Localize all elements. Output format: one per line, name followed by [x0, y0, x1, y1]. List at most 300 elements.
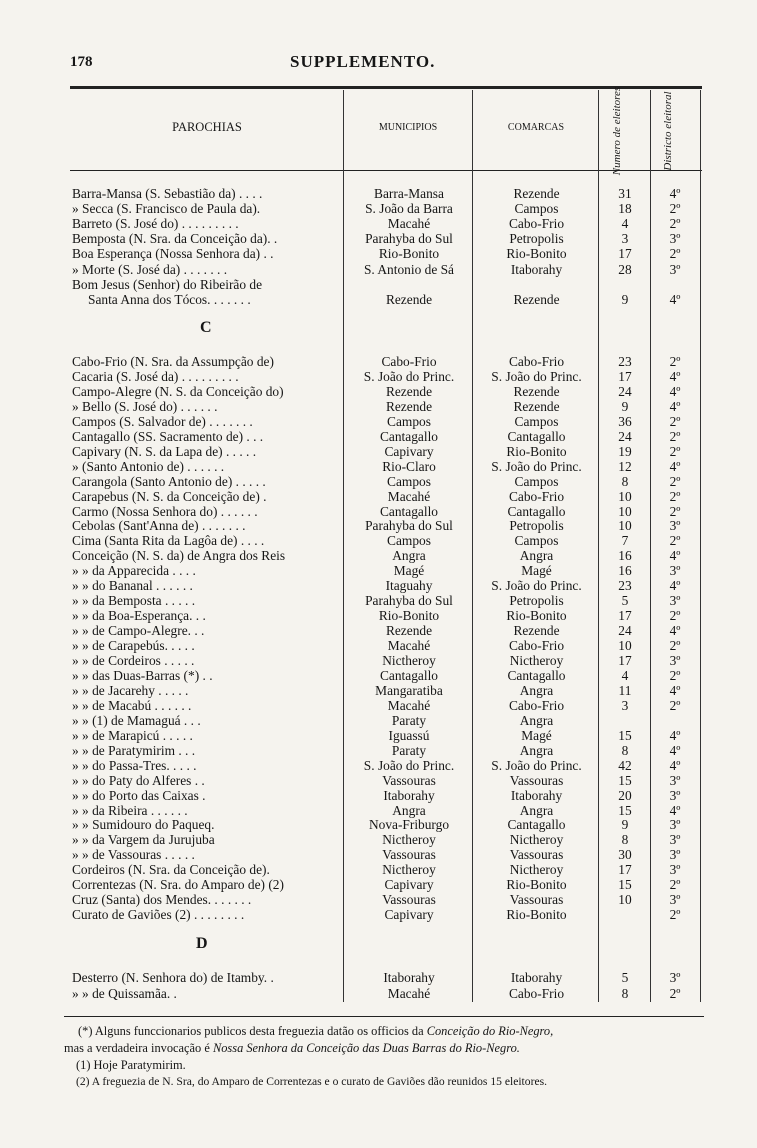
- table-row: [0, 429, 757, 444]
- table-row: [0, 743, 757, 758]
- cell-voters: 15: [618, 877, 632, 893]
- cell-voters: 16: [618, 563, 632, 579]
- table-row: [0, 907, 757, 922]
- cell-parish: Santa Anna dos Tócos. . . . . . .: [88, 291, 251, 307]
- cell-district-court: Rezende: [513, 291, 560, 307]
- cell-district: 2º: [669, 533, 681, 549]
- table-row: [0, 384, 757, 399]
- footnote-two: (2) A freguezia de N. Sra, do Amparo de Correntezas e o curato de Gaviões dão reunidos 15 eleitores.: [76, 1075, 547, 1088]
- cell-district-court: Campos: [514, 473, 559, 489]
- cell-voters: 23: [618, 354, 632, 369]
- cell-district-court: Nictheroy: [509, 653, 564, 668]
- cell-district: 2º: [669, 428, 681, 444]
- table-row: [0, 986, 757, 1001]
- table-row: [0, 444, 757, 459]
- cell-district: 3º: [669, 563, 681, 579]
- cell-municipality: Macahé: [387, 985, 431, 1001]
- cell-voters: 31: [618, 186, 632, 201]
- page-number: 178: [70, 54, 93, 70]
- cell-voters: 15: [618, 727, 632, 743]
- cell-district: 2º: [669, 667, 681, 683]
- cell-district-court: Petropolis: [509, 518, 564, 534]
- cell-parish: Campos (S. Salvador de) . . . . . . .: [72, 413, 253, 429]
- table-row: [0, 277, 757, 292]
- cell-municipality: Angra: [392, 548, 426, 564]
- section-letter-d: D: [196, 935, 208, 952]
- cell-district-court: Itaborahy: [510, 970, 563, 985]
- cell-parish: » Bello (S. José do) . . . . . .: [72, 398, 218, 414]
- cell-district-court: S. João do Princ.: [491, 757, 582, 773]
- cell-municipality: Campos: [387, 413, 431, 429]
- footnote-star-line1: [78, 1024, 718, 1039]
- table-row: [0, 683, 757, 698]
- table-row: [0, 847, 757, 862]
- cell-municipality: Parahyba do Sul: [365, 518, 453, 534]
- cell-voters: 4: [621, 216, 629, 232]
- cell-district: 4º: [669, 548, 681, 564]
- cell-district-court: Magé: [521, 727, 552, 743]
- table-row: [0, 668, 757, 683]
- cell-parish: » Secca (S. Francisco de Paula da).: [72, 201, 261, 217]
- cell-municipality: Capivary: [384, 877, 434, 893]
- cell-district: 2º: [669, 443, 681, 459]
- cell-municipality: S. João do Princ.: [363, 757, 455, 773]
- cell-municipality: Vassouras: [382, 772, 436, 788]
- cell-voters: 10: [618, 488, 632, 504]
- cell-district: 2º: [669, 907, 681, 923]
- table-row: [0, 518, 757, 533]
- cell-municipality: Barra-Mansa: [374, 186, 444, 201]
- table-row: [0, 414, 757, 429]
- cell-district-court: Cabo-Frio: [508, 354, 565, 369]
- cell-district-court: Angra: [519, 548, 554, 564]
- cell-district: 3º: [669, 231, 681, 247]
- cell-parish: » » de Marapicú . . . . .: [72, 727, 193, 743]
- table-row: [0, 832, 757, 847]
- cell-district-court: Cabo-Frio: [508, 216, 565, 232]
- table-row: [0, 533, 757, 548]
- cell-district: 2º: [669, 503, 681, 519]
- cell-district-court: Campos: [514, 201, 559, 217]
- cell-voters: 15: [618, 802, 632, 818]
- table-row: [0, 201, 757, 216]
- cell-voters: 17: [618, 862, 632, 878]
- cell-parish: Carangola (Santo Antonio de) . . . . .: [72, 473, 266, 489]
- header-rule: [70, 86, 702, 89]
- table-row: [0, 489, 757, 504]
- table-row: [0, 292, 757, 307]
- cell-district: 3º: [669, 787, 681, 803]
- cell-municipality: Nictheroy: [382, 832, 436, 848]
- cell-municipality: Rio-Claro: [382, 458, 436, 474]
- cell-municipality: Parahyba do Sul: [365, 231, 453, 247]
- table-row: [0, 459, 757, 474]
- table-row: [0, 803, 757, 818]
- cell-district: 4º: [669, 398, 681, 414]
- cell-parish: » » do Porto das Caixas .: [72, 787, 206, 803]
- cell-voters: 24: [618, 428, 632, 444]
- section-letter-c: C: [200, 319, 212, 336]
- cell-parish: » » das Duas-Barras (*) . .: [72, 667, 213, 683]
- table-row: [0, 563, 757, 578]
- cell-district: 3º: [669, 518, 681, 534]
- cell-district: 4º: [669, 383, 681, 399]
- cell-district-court: S. João do Princ.: [491, 578, 582, 594]
- footnote-star-italic: Conceição do Rio-Negro,: [426, 1024, 554, 1038]
- cell-district-court: Petropolis: [509, 593, 564, 609]
- table-row: [0, 623, 757, 638]
- cell-parish: » » da Bemposta . . . . .: [72, 593, 196, 609]
- cell-district-court: Cantagallo: [507, 428, 566, 444]
- cell-municipality: Magé: [393, 563, 425, 579]
- cell-district-court: Rio-Bonito: [506, 907, 567, 923]
- table-row: [0, 892, 757, 907]
- cell-voters: 18: [618, 201, 632, 217]
- cell-voters: 30: [618, 847, 632, 863]
- cell-district-court: Campos: [514, 533, 559, 549]
- cell-district: 3º: [669, 970, 681, 985]
- cell-voters: 23: [618, 578, 632, 594]
- cell-voters: 15: [618, 772, 632, 788]
- cell-district: 2º: [669, 216, 681, 232]
- cell-district: 4º: [669, 742, 681, 758]
- table-row: [0, 638, 757, 653]
- cell-parish: Cabo-Frio (N. Sra. da Assumpção de): [72, 354, 274, 369]
- page-title: SUPPLEMENTO.: [290, 52, 436, 71]
- cell-parish: » » de Vassouras . . . . .: [72, 847, 195, 863]
- cell-parish: Cacaria (S. José da) . . . . . . . . .: [72, 368, 239, 384]
- cell-voters: 9: [621, 817, 629, 833]
- cell-district: 3º: [669, 847, 681, 863]
- cell-municipality: Rezende: [385, 398, 433, 414]
- cell-voters: 8: [621, 832, 629, 848]
- cell-district-court: Cantagallo: [507, 503, 566, 519]
- table-row: [0, 862, 757, 877]
- table-row: [0, 698, 757, 713]
- cell-parish: Bom Jesus (Senhor) do Ribeirão de: [72, 276, 263, 292]
- cell-voters: 42: [618, 757, 632, 773]
- cell-parish: » » Sumidouro do Paqueq.: [72, 817, 215, 833]
- cell-municipality: Capivary: [384, 443, 434, 459]
- cell-district: 3º: [669, 261, 681, 277]
- cell-parish: Carmo (Nossa Senhora do) . . . . . .: [72, 503, 258, 519]
- cell-district: 3º: [669, 593, 681, 609]
- cell-district-court: Rio-Bonito: [506, 608, 567, 624]
- cell-municipality: Capivary: [384, 907, 434, 923]
- cell-parish: » » da Ribeira . . . . . .: [72, 802, 188, 818]
- cell-parish: Curato de Gaviões (2) . . . . . . . .: [72, 907, 245, 923]
- cell-district-court: Vassouras: [509, 892, 564, 908]
- table-row: [0, 970, 757, 985]
- cell-district-court: Nictheroy: [509, 832, 564, 848]
- cell-parish: » » de Cordeiros . . . . .: [72, 653, 195, 668]
- cell-district-court: S. João do Princ.: [491, 368, 582, 384]
- cell-district: 2º: [669, 413, 681, 429]
- cell-parish: » » da Boa-Esperança. . .: [72, 608, 206, 624]
- cell-parish: Campo-Alegre (N. S. da Conceição do): [72, 383, 284, 399]
- table-row: [0, 653, 757, 668]
- cell-municipality: Rezende: [385, 291, 433, 307]
- cell-municipality: Vassouras: [382, 847, 436, 863]
- cell-district: 4º: [669, 623, 681, 639]
- table-row: [0, 262, 757, 277]
- footnote-one: (1) Hoje Paratymirim.: [76, 1058, 186, 1072]
- cell-district-court: Rio-Bonito: [506, 877, 567, 893]
- cell-parish: » » de Campo-Alegre. . .: [72, 623, 205, 639]
- cell-district-court: Cantagallo: [507, 817, 566, 833]
- cell-district-court: Rezende: [513, 398, 560, 414]
- table-row: [0, 399, 757, 414]
- column-header-district-court: COMARCAS: [507, 122, 565, 133]
- cell-district: 2º: [669, 201, 681, 217]
- cell-municipality: Macahé: [387, 697, 431, 713]
- cell-parish: » » de Quissamãa. .: [72, 985, 177, 1001]
- cell-parish: Capivary (N. S. da Lapa de) . . . . .: [72, 443, 257, 459]
- cell-voters: 17: [618, 608, 632, 624]
- cell-parish: Desterro (N. Senhora do) de Itamby. .: [72, 970, 274, 985]
- cell-district-court: Vassouras: [509, 847, 564, 863]
- cell-municipality: Paraty: [391, 742, 427, 758]
- cell-municipality: Itaborahy: [383, 970, 435, 985]
- cell-district-court: Magé: [521, 563, 552, 579]
- cell-district: 4º: [669, 291, 681, 307]
- footnote-star-italic2: Nossa Senhora da Conceição das Duas Barras do Rio-Negro.: [212, 1041, 520, 1055]
- cell-municipality: Vassouras: [382, 892, 436, 908]
- cell-voters: 3: [621, 231, 629, 247]
- cell-parish: » (Santo Antonio de) . . . . . .: [72, 458, 225, 474]
- table-row: [0, 713, 757, 728]
- cell-municipality: Macahé: [387, 488, 431, 504]
- cell-voters: 3: [621, 697, 629, 713]
- cell-municipality: Cantagallo: [379, 667, 438, 683]
- cell-parish: » Morte (S. José da) . . . . . . .: [72, 261, 228, 277]
- cell-voters: 8: [621, 985, 629, 1001]
- cell-municipality: S. João da Barra: [365, 201, 453, 217]
- cell-parish: Cebolas (Sant'Anna de) . . . . . . .: [72, 518, 246, 534]
- cell-parish: Cruz (Santa) dos Mendes. . . . . . .: [72, 892, 252, 908]
- cell-district: 4º: [669, 727, 681, 743]
- cell-parish: Barreto (S. José do) . . . . . . . . .: [72, 216, 239, 232]
- cell-parish: » » (1) de Mamaguá . . .: [72, 712, 201, 728]
- cell-voters: 24: [618, 383, 632, 399]
- cell-parish: » » de Carapebús. . . . .: [72, 638, 195, 654]
- cell-municipality: Campos: [387, 533, 431, 549]
- cell-municipality: Macahé: [387, 638, 431, 654]
- cell-parish: Cima (Santa Rita da Lagôa de) . . . .: [72, 533, 265, 549]
- cell-municipality: Nictheroy: [382, 653, 436, 668]
- cell-district: 2º: [669, 877, 681, 893]
- cell-district-court: Nictheroy: [509, 862, 564, 878]
- cell-parish: Correntezas (N. Sra. do Amparo de) (2): [72, 877, 284, 893]
- cell-municipality: Rezende: [385, 623, 433, 639]
- cell-district: 3º: [669, 832, 681, 848]
- cell-district: 4º: [669, 578, 681, 594]
- table-row: [0, 504, 757, 519]
- column-header-voters: Numero de eleitores: [611, 86, 623, 176]
- cell-district-court: Cabo-Frio: [508, 985, 565, 1001]
- cell-district-court: Itaborahy: [510, 787, 563, 803]
- cell-voters: 10: [618, 892, 632, 908]
- cell-municipality: Itaborahy: [383, 787, 435, 803]
- cell-voters: 10: [618, 503, 632, 519]
- cell-district: 2º: [669, 697, 681, 713]
- cell-parish: Barra-Mansa (S. Sebastião da) . . . .: [72, 186, 263, 201]
- table-row: [0, 474, 757, 489]
- cell-parish: Bemposta (N. Sra. da Conceição da). .: [72, 231, 278, 247]
- cell-district-court: Vassouras: [509, 772, 564, 788]
- footnote-star-line2: [64, 1041, 704, 1056]
- cell-municipality: Cantagallo: [379, 428, 438, 444]
- cell-municipality: Cantagallo: [379, 503, 438, 519]
- cell-voters: 9: [621, 291, 629, 307]
- column-header-district: Districto eleitoral: [662, 91, 674, 171]
- cell-municipality: Parahyba do Sul: [365, 593, 453, 609]
- cell-parish: Conceição (N. S. da) de Angra dos Reis: [72, 548, 286, 564]
- cell-voters: 20: [618, 787, 632, 803]
- table-row: [0, 608, 757, 623]
- cell-municipality: Angra: [392, 802, 426, 818]
- cell-district: 3º: [669, 772, 681, 788]
- cell-district-court: Angra: [519, 682, 554, 698]
- cell-voters: 7: [621, 533, 629, 549]
- cell-voters: 28: [618, 261, 632, 277]
- cell-municipality: S. Antonio de Sá: [363, 261, 455, 277]
- cell-district-court: Angra: [519, 712, 554, 728]
- cell-district-court: Cabo-Frio: [508, 488, 565, 504]
- column-header-parish: PAROCHIAS: [172, 120, 242, 134]
- footnote-rule: [64, 1016, 704, 1017]
- table-row: [0, 578, 757, 593]
- cell-municipality: Rio-Bonito: [378, 608, 440, 624]
- cell-district-court: Rezende: [513, 383, 560, 399]
- cell-parish: » » do Paty do Alferes . .: [72, 772, 205, 788]
- table-row: [0, 548, 757, 563]
- cell-voters: 17: [618, 653, 632, 668]
- cell-district-court: Angra: [519, 802, 554, 818]
- column-header-municipality: MUNICIPIOS: [378, 122, 438, 133]
- cell-voters: 5: [621, 970, 629, 985]
- cell-district: 4º: [669, 368, 681, 384]
- cell-municipality: Campos: [387, 473, 431, 489]
- footnote-star-text: (*) Alguns funccionarios publicos desta freguezia datão os officios da: [78, 1024, 424, 1038]
- cell-parish: » » da Vargem da Jurujuba: [72, 832, 215, 848]
- cell-district-court: S. João do Princ.: [491, 458, 582, 474]
- cell-district: 4º: [669, 802, 681, 818]
- table-row: [0, 216, 757, 231]
- cell-municipality: Nova-Friburgo: [368, 817, 450, 833]
- cell-district: 2º: [669, 473, 681, 489]
- cell-parish: » » do Bananal . . . . . .: [72, 578, 193, 594]
- cell-district: 3º: [669, 817, 681, 833]
- cell-voters: 9: [621, 398, 629, 414]
- cell-voters: 19: [618, 443, 632, 459]
- cell-parish: Cantagallo (SS. Sacramento de) . . .: [72, 428, 264, 444]
- cell-district-court: Itaborahy: [510, 261, 563, 277]
- cell-district-court: Rezende: [513, 186, 560, 201]
- cell-district: 3º: [669, 862, 681, 878]
- cell-parish: » » de Macabú . . . . . .: [72, 697, 192, 713]
- cell-municipality: Rio-Bonito: [378, 246, 440, 262]
- cell-voters: 8: [621, 742, 629, 758]
- cell-district-court: Rio-Bonito: [506, 443, 567, 459]
- cell-municipality: Iguassú: [388, 727, 430, 743]
- table-row: [0, 369, 757, 384]
- cell-municipality: Nictheroy: [382, 862, 436, 878]
- cell-voters: 8: [621, 473, 629, 489]
- cell-voters: 16: [618, 548, 632, 564]
- cell-parish: » » do Passa-Tres. . . . .: [72, 757, 197, 773]
- cell-parish: Boa Esperança (Nossa Senhora da) . .: [72, 246, 274, 262]
- table-row: [0, 773, 757, 788]
- cell-parish: » » de Jacarehy . . . . .: [72, 682, 189, 698]
- cell-voters: 17: [618, 246, 632, 262]
- cell-district: 4º: [669, 682, 681, 698]
- cell-voters: 12: [618, 458, 632, 474]
- cell-voters: 4: [621, 667, 629, 683]
- cell-parish: Carapebus (N. S. da Conceição de) .: [72, 488, 267, 504]
- cell-parish: » » da Apparecida . . . .: [72, 563, 196, 579]
- cell-voters: 5: [621, 593, 629, 609]
- table-header-rule: [70, 170, 702, 171]
- cell-district-court: Cabo-Frio: [508, 638, 565, 654]
- cell-voters: 17: [618, 368, 632, 384]
- cell-district: 2º: [669, 638, 681, 654]
- cell-municipality: Mangaratiba: [375, 682, 443, 698]
- cell-district-court: Cantagallo: [507, 667, 566, 683]
- table-row: [0, 728, 757, 743]
- cell-municipality: Rezende: [385, 383, 433, 399]
- cell-district: 2º: [669, 354, 681, 369]
- cell-district-court: Petropolis: [509, 231, 564, 247]
- table-row: [0, 817, 757, 832]
- cell-district-court: Angra: [519, 742, 554, 758]
- cell-voters: 24: [618, 623, 632, 639]
- cell-municipality: Paraty: [391, 712, 427, 728]
- cell-district: 2º: [669, 488, 681, 504]
- footnote-star-text2: mas a verdadeira invocação é: [64, 1041, 210, 1055]
- table-row: [0, 354, 757, 369]
- cell-district: 4º: [669, 186, 681, 201]
- cell-municipality: Cabo-Frio: [381, 354, 437, 369]
- cell-parish: » » de Paratymirim . . .: [72, 742, 196, 758]
- cell-parish: Cordeiros (N. Sra. da Conceição de).: [72, 862, 270, 878]
- cell-district: 4º: [669, 458, 681, 474]
- cell-municipality: Itaguahy: [385, 578, 433, 594]
- table-row: [0, 788, 757, 803]
- cell-district: 3º: [669, 892, 681, 908]
- cell-district: 3º: [669, 653, 681, 668]
- table-row: [0, 877, 757, 892]
- cell-district-court: Campos: [514, 413, 559, 429]
- cell-voters: 10: [618, 518, 632, 534]
- cell-district: 2º: [669, 608, 681, 624]
- table-row: [0, 593, 757, 608]
- cell-voters: 11: [618, 682, 632, 698]
- cell-district: 2º: [669, 985, 681, 1001]
- cell-district-court: Rezende: [513, 623, 560, 639]
- cell-voters: 36: [618, 413, 632, 429]
- table-row: [0, 758, 757, 773]
- cell-district-court: Cabo-Frio: [508, 697, 565, 713]
- cell-district-court: Rio-Bonito: [506, 246, 567, 262]
- cell-voters: 10: [618, 638, 632, 654]
- cell-district: 4º: [669, 757, 681, 773]
- cell-district: 2º: [669, 246, 681, 262]
- cell-municipality: S. João do Princ.: [363, 368, 455, 384]
- table-row: [0, 186, 757, 201]
- cell-municipality: Macahé: [387, 216, 431, 232]
- table-row: [0, 246, 757, 261]
